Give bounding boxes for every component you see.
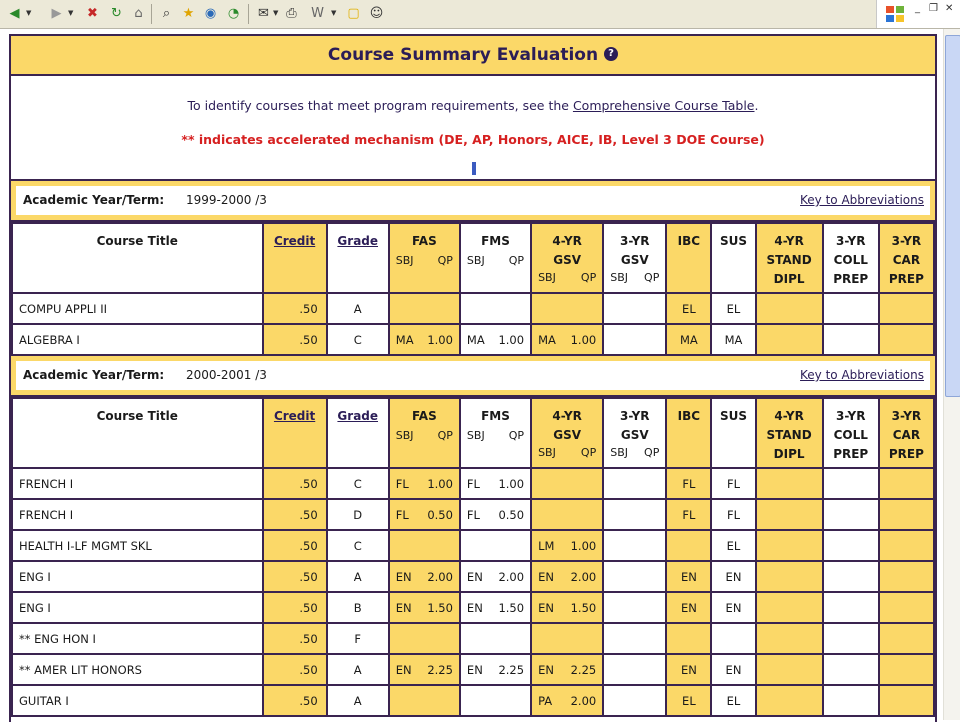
grade-cell: C [327, 468, 389, 499]
gsv3-cell [603, 654, 666, 685]
course-title-cell: ** AMER LIT HONORS [12, 654, 263, 685]
ibc-cell [666, 623, 711, 654]
course-title-cell: ENG I [12, 561, 263, 592]
page-title: Course Summary Evaluation [327, 45, 599, 65]
header-3yr-coll-prep: 3-YR COLL PREP [823, 398, 879, 468]
header-4yr-stand-dipl: 4-YR STAND DIPL [756, 398, 823, 468]
table-row [12, 293, 934, 324]
fas-cell [389, 685, 460, 716]
fas-cell: FL 1.00 [389, 468, 460, 499]
fms-cell [460, 293, 531, 324]
header-course-title: Course Title [12, 398, 263, 468]
course-title-cell: ALGEBRA I [12, 324, 263, 355]
academic-year-value: 2000-2001 /3 [186, 368, 267, 382]
fms-cell: FL 1.00 [460, 468, 531, 499]
header-4yr-gsv: 4-YR GSV SBJ QP [531, 223, 603, 293]
help-icon[interactable]: ? [604, 47, 618, 61]
gsv3-cell [603, 324, 666, 355]
grade-link[interactable]: Grade [337, 234, 379, 248]
key-to-abbreviations-link[interactable]: Key to Abbreviations [800, 368, 924, 382]
course-table [11, 222, 935, 356]
sus-cell: EL [711, 293, 755, 324]
fas-cell [389, 530, 460, 561]
header-sus: SUS [711, 223, 755, 293]
header-ibc: IBC [666, 223, 711, 293]
back-icon[interactable]: ◀ [9, 6, 20, 21]
header-3yr-gsv: 3-YR GSV SBJ QP [603, 398, 666, 468]
history-icon[interactable]: ◔ [227, 6, 240, 21]
course-title-cell: COMPU APPLI II [12, 293, 263, 324]
table-row [12, 468, 934, 499]
refresh-icon[interactable]: ↻ [111, 6, 122, 21]
car-prep-cell [879, 623, 934, 654]
sus-cell: EN [711, 592, 755, 623]
academic-year-value: 1999-2000 /3 [186, 193, 267, 207]
course-title-cell: HEALTH I-LF MGMT SKL [12, 530, 263, 561]
header-credit [263, 398, 327, 468]
header-row [12, 398, 934, 468]
edit-icon[interactable]: W [311, 6, 324, 21]
credit-cell: .50 [263, 530, 327, 561]
fas-cell: FL 0.50 [389, 499, 460, 530]
ibc-cell: EN [666, 654, 711, 685]
intro-text: To identify courses that meet program requirements, see the [187, 98, 573, 113]
header-course-title: Course Title [12, 223, 263, 293]
grade-cell: A [327, 293, 389, 324]
table-row [12, 324, 934, 355]
vertical-scrollbar[interactable] [943, 29, 960, 720]
stand-dipl-cell [756, 468, 823, 499]
print-icon[interactable]: ⎙ [286, 6, 297, 21]
favorites-icon[interactable]: ★ [182, 6, 195, 21]
accelerated-note: ** indicates accelerated mechanism (DE, AP, Honors, AICE, IB, Level 3 DOE Course) [181, 132, 765, 147]
car-prep-cell [879, 685, 934, 716]
academic-year-bar [11, 181, 935, 222]
ibc-cell: EN [666, 561, 711, 592]
window-logo-box [876, 0, 960, 28]
academic-year-label: Academic Year/Term: [23, 193, 165, 207]
fms-cell: EN 1.50 [460, 592, 531, 623]
header-fas: FAS SBJ QP [389, 223, 460, 293]
sus-cell: EL [711, 530, 755, 561]
stand-dipl-cell [756, 530, 823, 561]
ibc-cell: FL [666, 468, 711, 499]
intro-line [11, 98, 935, 113]
table-row [12, 592, 934, 623]
coll-prep-cell [823, 468, 879, 499]
fms-cell [460, 685, 531, 716]
header-sus: SUS [711, 398, 755, 468]
gsv3-cell [603, 685, 666, 716]
stand-dipl-cell [756, 685, 823, 716]
header-grade [327, 223, 389, 293]
header-fms: FMS SBJ QP [460, 223, 531, 293]
fas-cell [389, 293, 460, 324]
course-title-cell: FRENCH I [12, 468, 263, 499]
ibc-cell: FL [666, 499, 711, 530]
academic-year-bar [11, 356, 935, 397]
ibc-cell: EN [666, 592, 711, 623]
header-grade [327, 398, 389, 468]
grade-cell: F [327, 623, 389, 654]
restore-icon[interactable]: ❐ [929, 3, 938, 14]
title-bar [11, 36, 935, 76]
content-frame [9, 34, 937, 722]
home-icon[interactable]: ⌂ [134, 6, 143, 21]
academic-year-label: Academic Year/Term: [23, 368, 165, 382]
intro-end: . [754, 98, 759, 113]
gsv4-cell [531, 499, 603, 530]
gsv4-cell: EN 1.50 [531, 592, 603, 623]
scrollbar-thumb[interactable] [945, 35, 960, 397]
credit-cell: .50 [263, 623, 327, 654]
credit-cell: .50 [263, 592, 327, 623]
coll-prep-cell [823, 654, 879, 685]
car-prep-cell [879, 324, 934, 355]
stand-dipl-cell [756, 654, 823, 685]
header-4yr-gsv: 4-YR GSV SBJ QP [531, 398, 603, 468]
course-table [11, 397, 935, 717]
header-4yr-stand-dipl: 4-YR STAND DIPL [756, 223, 823, 293]
credit-cell: .50 [263, 293, 327, 324]
grade-cell: C [327, 530, 389, 561]
gsv3-cell [603, 592, 666, 623]
course-title-cell: FRENCH I [12, 499, 263, 530]
fas-cell: MA 1.00 [389, 324, 460, 355]
gsv3-cell [603, 623, 666, 654]
gsv4-cell: PA 2.00 [531, 685, 603, 716]
credit-cell: .50 [263, 468, 327, 499]
header-3yr-coll-prep: 3-YR COLL PREP [823, 223, 879, 293]
stop-icon[interactable]: ✖ [87, 6, 98, 21]
header-3yr-car-prep: 3-YR CAR PREP [879, 398, 934, 468]
header-fas: FAS SBJ QP [389, 398, 460, 468]
fms-cell: EN 2.00 [460, 561, 531, 592]
sus-cell: EL [711, 685, 755, 716]
coll-prep-cell [823, 685, 879, 716]
ibc-cell: MA [666, 324, 711, 355]
gsv3-cell [603, 530, 666, 561]
grade-cell: A [327, 685, 389, 716]
gsv3-cell [603, 499, 666, 530]
coll-prep-cell [823, 293, 879, 324]
coll-prep-cell [823, 530, 879, 561]
key-to-abbreviations-link[interactable]: Key to Abbreviations [800, 193, 924, 207]
stand-dipl-cell [756, 293, 823, 324]
table-row [12, 654, 934, 685]
fas-cell [389, 623, 460, 654]
header-credit [263, 223, 327, 293]
header-3yr-car-prep: 3-YR CAR PREP [879, 223, 934, 293]
ibc-cell: EL [666, 293, 711, 324]
car-prep-cell [879, 499, 934, 530]
browser-toolbar [0, 0, 960, 29]
messenger-icon[interactable]: ☺ [369, 6, 384, 21]
header-row [12, 223, 934, 293]
gsv4-cell [531, 623, 603, 654]
car-prep-cell [879, 293, 934, 324]
sus-cell [711, 623, 755, 654]
forward-dropdown-icon[interactable]: ▼ [68, 9, 74, 17]
media-icon[interactable]: ◉ [204, 6, 217, 21]
car-prep-cell [879, 654, 934, 685]
forward-icon[interactable]: ▶ [51, 6, 62, 21]
stand-dipl-cell [756, 561, 823, 592]
fas-cell: EN 2.00 [389, 561, 460, 592]
fms-cell: MA 1.00 [460, 324, 531, 355]
course-title-cell: GUITAR I [12, 685, 263, 716]
header-3yr-gsv: 3-YR GSV SBJ QP [603, 223, 666, 293]
mail-icon[interactable]: ✉ [258, 6, 269, 21]
intro-section [11, 76, 935, 181]
table-row [12, 561, 934, 592]
coll-prep-cell [823, 592, 879, 623]
gsv4-cell: EN 2.25 [531, 654, 603, 685]
stand-dipl-cell [756, 499, 823, 530]
fas-cell: EN 1.50 [389, 592, 460, 623]
credit-cell: .50 [263, 654, 327, 685]
credit-link[interactable]: Credit [273, 234, 316, 248]
grade-cell: C [327, 324, 389, 355]
grade-cell: D [327, 499, 389, 530]
credit-cell: .50 [263, 324, 327, 355]
comprehensive-course-table-link[interactable]: Comprehensive Course Table [572, 98, 755, 113]
ibc-cell [666, 530, 711, 561]
grade-link[interactable]: Grade [337, 409, 379, 423]
coll-prep-cell [823, 623, 879, 654]
car-prep-cell [879, 592, 934, 623]
gsv3-cell [603, 293, 666, 324]
table-row [12, 685, 934, 716]
credit-cell: .50 [263, 685, 327, 716]
course-title-cell: ** ENG HON I [12, 623, 263, 654]
gsv3-cell [603, 468, 666, 499]
gsv4-cell: LM 1.00 [531, 530, 603, 561]
course-title-cell: ENG I [12, 592, 263, 623]
sections-container [11, 181, 935, 717]
stand-dipl-cell [756, 623, 823, 654]
sus-cell: FL [711, 499, 755, 530]
credit-cell: .50 [263, 499, 327, 530]
coll-prep-cell [823, 324, 879, 355]
windows-logo-icon [885, 4, 905, 24]
gsv4-cell [531, 293, 603, 324]
fas-cell: EN 2.25 [389, 654, 460, 685]
fms-cell [460, 530, 531, 561]
sus-cell: MA [711, 324, 755, 355]
gsv4-cell [531, 468, 603, 499]
sus-cell: FL [711, 468, 755, 499]
sus-cell: EN [711, 654, 755, 685]
grade-cell: A [327, 561, 389, 592]
car-prep-cell [879, 468, 934, 499]
coll-prep-cell [823, 499, 879, 530]
mail-dropdown-icon[interactable]: ▼ [273, 9, 279, 17]
car-prep-cell [879, 530, 934, 561]
grade-cell: B [327, 592, 389, 623]
text-cursor-marker [472, 162, 476, 175]
ibc-cell: EL [666, 685, 711, 716]
back-dropdown-icon[interactable]: ▼ [26, 9, 32, 17]
header-ibc: IBC [666, 398, 711, 468]
table-row [12, 499, 934, 530]
note-icon[interactable]: ▢ [347, 6, 360, 21]
grade-cell: A [327, 654, 389, 685]
gsv3-cell [603, 561, 666, 592]
car-prep-cell [879, 561, 934, 592]
credit-link[interactable]: Credit [273, 409, 316, 423]
coll-prep-cell [823, 561, 879, 592]
table-row [12, 530, 934, 561]
fms-cell: EN 2.25 [460, 654, 531, 685]
table-row [12, 623, 934, 654]
minimize-icon[interactable]: _ [915, 3, 920, 14]
stand-dipl-cell [756, 324, 823, 355]
gsv4-cell: EN 2.00 [531, 561, 603, 592]
edit-dropdown-icon[interactable]: ▼ [331, 9, 337, 17]
sus-cell: EN [711, 561, 755, 592]
stand-dipl-cell [756, 592, 823, 623]
header-fms: FMS SBJ QP [460, 398, 531, 468]
close-icon[interactable]: ✕ [945, 3, 954, 14]
fms-cell [460, 623, 531, 654]
gsv4-cell: MA 1.00 [531, 324, 603, 355]
search-icon[interactable]: ⌕ [162, 6, 171, 21]
fms-cell: FL 0.50 [460, 499, 531, 530]
credit-cell: .50 [263, 561, 327, 592]
